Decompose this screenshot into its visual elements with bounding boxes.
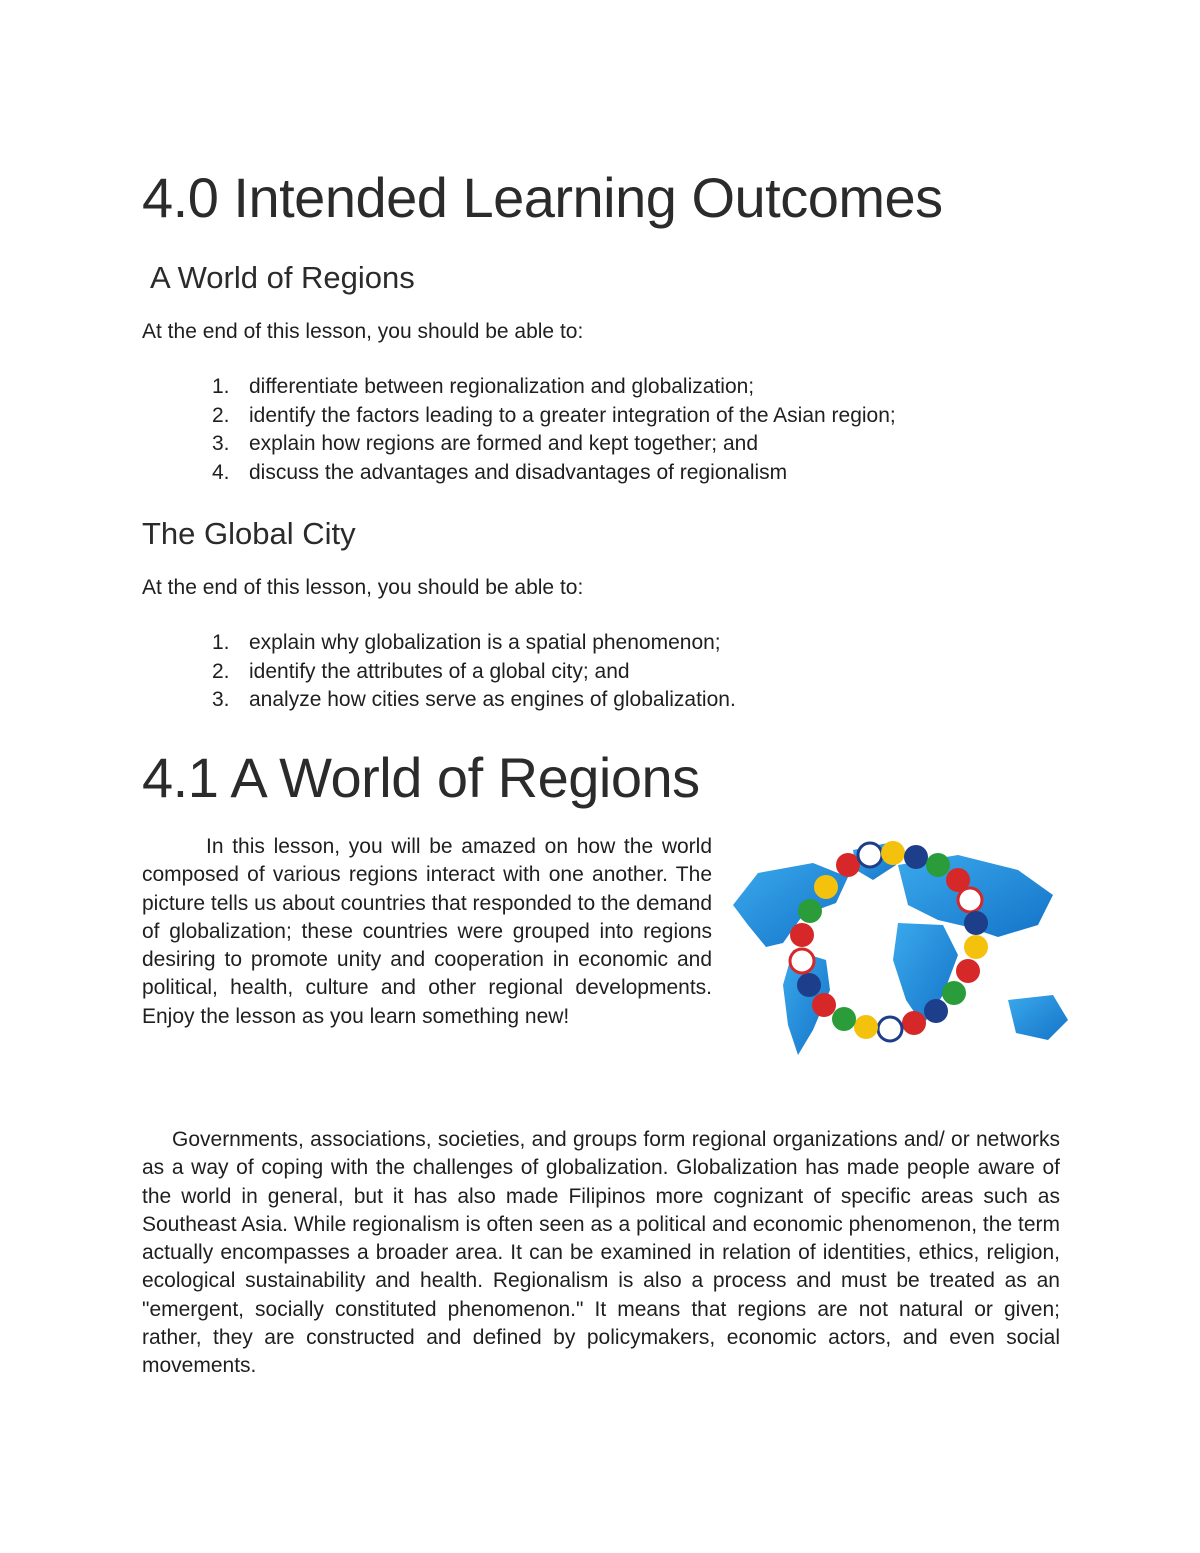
list-item-number: 2. <box>212 403 230 427</box>
world-regions-subtitle: A World of Regions <box>150 260 415 295</box>
global-city-outcomes-list <box>142 629 1062 715</box>
list-item <box>142 629 1062 658</box>
body-paragraph: Governments, associations, societies, and groups form regional organizations and/ or networks as a way of coping with the challenges of globalization. Globalization has made people aware of the world in general, but it has also made Filipinos more cognizant of specific areas such as Southeast Asia. While regionalism is often seen as a political and economic phenomenon, the term actually encompasses a broader area. It can be examined in relation of identities, ethics, religion, ecological sustainability and health. Regionalism is also a process and must be treated as an "emergent, socially constituted phenomenon." It means that regions are not natural or given; rather, they are constructed and defined by policymakers, economic actors, and even social movements. <box>142 1128 1060 1378</box>
list-item-number: 2. <box>212 659 230 683</box>
world-regions-lead: At the end of this lesson, you should be able to: <box>142 320 584 343</box>
list-item-number: 3. <box>212 688 230 711</box>
world-map-flags-image <box>598 825 1076 1087</box>
list-item-number: 4. <box>212 460 230 484</box>
section-4-1-title: 4.1 A World of Regions <box>142 746 700 809</box>
list-item-number: 1. <box>212 631 230 654</box>
list-item-text: explain why globalization is a spatial phenomenon; <box>249 631 721 654</box>
list-item-text: analyze how cities serve as engines of globalization. <box>249 688 736 711</box>
list-item <box>142 373 1062 402</box>
global-city-subtitle: The Global City <box>142 516 356 551</box>
world-regions-outcomes-list <box>142 373 1062 487</box>
section-4-0-title: 4.0 Intended Learning Outcomes <box>142 166 943 229</box>
list-item-text: identify the attributes of a global city; and <box>249 659 630 683</box>
global-city-lead: At the end of this lesson, you should be able to: <box>142 576 584 599</box>
list-item <box>142 686 1062 715</box>
list-item-text: discuss the advantages and disadvantages of regionalism <box>249 460 788 484</box>
list-item-text: explain how regions are formed and kept together; and <box>249 432 758 455</box>
list-item-number: 1. <box>212 375 230 398</box>
list-item <box>142 430 1062 459</box>
list-item-number: 3. <box>212 432 230 455</box>
list-item <box>142 402 1062 431</box>
list-item <box>142 658 1062 687</box>
list-item-text: differentiate between regionalization and globalization; <box>249 375 755 398</box>
list-item <box>142 459 1062 488</box>
intro-text: In this lesson, you will be amazed on how the world composed of various regions interact with one another. The picture tells us about countries that responded to the demand of globalization; these countries were grouped into regions desiring to promote unity and cooperation in economic and political, health, culture and other regional developments. Enjoy the lesson as you learn something new! <box>142 835 712 1028</box>
list-item-text: identify the factors leading to a greater integration of the Asian region; <box>249 403 896 427</box>
